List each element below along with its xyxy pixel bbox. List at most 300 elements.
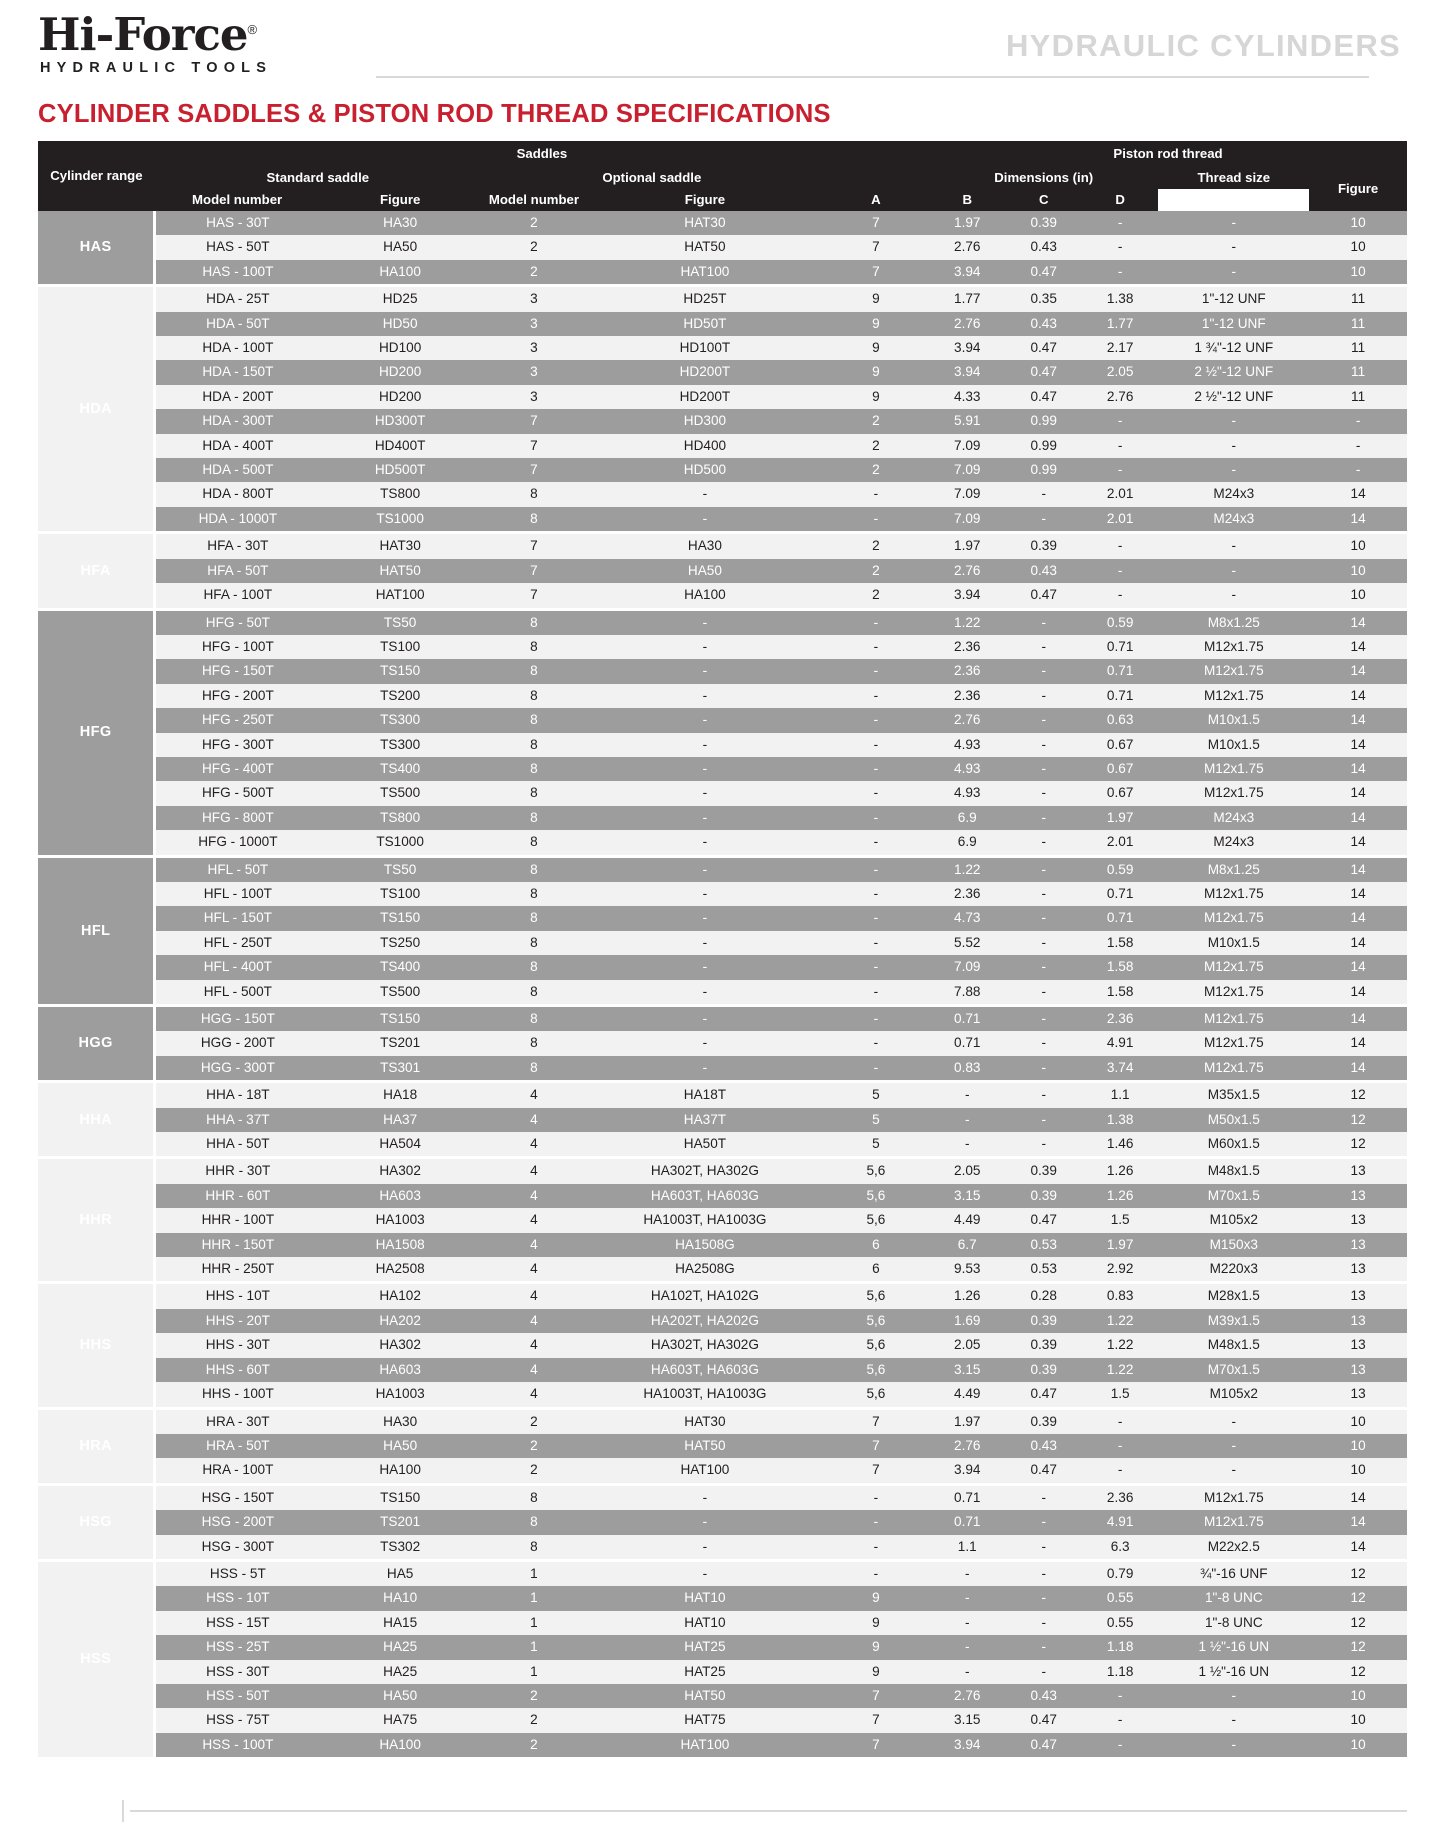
cell-dimension-c: - (1082, 1708, 1158, 1732)
cell-optional-saddle-model: - (587, 1484, 823, 1510)
logo-wordmark (38, 8, 257, 61)
cell-standard-saddle-model: TS250 (319, 931, 480, 955)
cylinder-range-cell: HDA (38, 286, 155, 533)
cell-standard-saddle-model: HA302 (319, 1333, 480, 1357)
cell-standard-saddle-figure: 8 (481, 1535, 587, 1561)
table-row (38, 1158, 1407, 1184)
cell-dimension-c: 2.76 (1082, 385, 1158, 409)
cell-dimension-a: 3.15 (929, 1358, 1005, 1382)
cell-dimension-a: 4.93 (929, 781, 1005, 805)
cell-dimension-a: 3.94 (929, 336, 1005, 360)
cell-thread-size: 2 ½"-12 UNF (1158, 385, 1309, 409)
cell-thread-figure: 10 (1309, 1708, 1407, 1732)
cell-thread-figure: 14 (1309, 482, 1407, 506)
cell-standard-saddle-model: TS150 (319, 659, 480, 683)
cell-dimension-a: 2.76 (929, 1434, 1005, 1458)
cell-optional-saddle-figure: - (823, 507, 929, 533)
table-row (38, 1560, 1407, 1586)
cell-dimension-b: 0.53 (1005, 1233, 1081, 1257)
page-header (38, 0, 1407, 82)
cell-thread-figure: 10 (1309, 559, 1407, 583)
cell-thread-size: M10x1.5 (1158, 733, 1309, 757)
cell-dimension-b: - (1005, 830, 1081, 856)
cell-thread-size: - (1158, 211, 1309, 235)
cell-standard-saddle-model: HA100 (319, 1733, 480, 1759)
cell-standard-saddle-model: HA102 (319, 1283, 480, 1309)
cell-dimension-a: 2.36 (929, 684, 1005, 708)
table-body (38, 211, 1407, 1759)
cell-dimension-a: 1.1 (929, 1535, 1005, 1561)
cell-dimension-b: - (1005, 635, 1081, 659)
header-std-figure: Figure (319, 189, 480, 211)
cell-thread-size: 1 ½"-16 UN (1158, 1635, 1309, 1659)
cell-optional-saddle-model: - (587, 1560, 823, 1586)
cell-dimension-b: 0.39 (1005, 533, 1081, 559)
table-row (38, 482, 1407, 506)
cell-thread-size: M60x1.5 (1158, 1132, 1309, 1158)
cell-standard-saddle-figure: 7 (481, 409, 587, 433)
cell-standard-saddle-figure: 8 (481, 482, 587, 506)
cell-thread-figure: 14 (1309, 980, 1407, 1006)
cell-thread-size: M48x1.5 (1158, 1333, 1309, 1357)
cell-dimension-c: 0.55 (1082, 1611, 1158, 1635)
cell-thread-size: - (1158, 409, 1309, 433)
cell-dimension-b: - (1005, 1031, 1081, 1055)
table-row (38, 1031, 1407, 1055)
cell-optional-saddle-model: - (587, 955, 823, 979)
cell-standard-saddle-figure: 4 (481, 1333, 587, 1357)
cell-thread-size: 1"-8 UNC (1158, 1611, 1309, 1635)
cell-standard-saddle-model: HA1003 (319, 1208, 480, 1232)
cell-standard-saddle-model: HA504 (319, 1132, 480, 1158)
cell-dimension-c: 0.67 (1082, 757, 1158, 781)
cell-dimension-a: 2.36 (929, 659, 1005, 683)
cell-dimension-a: - (929, 1635, 1005, 1659)
cell-optional-saddle-figure: 7 (823, 1684, 929, 1708)
cell-dimension-c: - (1082, 583, 1158, 609)
cell-optional-saddle-model: HA302T, HA302G (587, 1158, 823, 1184)
header-opt-model-number: Model number (481, 189, 587, 211)
cell-optional-saddle-figure: - (823, 635, 929, 659)
cell-optional-saddle-model: HAT25 (587, 1635, 823, 1659)
cell-thread-figure: 12 (1309, 1586, 1407, 1610)
cell-thread-size: M12x1.75 (1158, 635, 1309, 659)
cell-dimension-c: 6.3 (1082, 1535, 1158, 1561)
cell-standard-saddle-model: HA5 (319, 1560, 480, 1586)
cell-dimension-c: 0.71 (1082, 684, 1158, 708)
cell-thread-figure: 10 (1309, 583, 1407, 609)
cell-standard-saddle-figure: 8 (481, 980, 587, 1006)
cell-thread-figure: 14 (1309, 955, 1407, 979)
cell-optional-saddle-model: HA1003T, HA1003G (587, 1208, 823, 1232)
cell-standard-saddle-figure: 2 (481, 1733, 587, 1759)
cell-optional-saddle-model: HD50T (587, 312, 823, 336)
cell-optional-saddle-model: - (587, 856, 823, 882)
cell-dimension-b: - (1005, 1484, 1081, 1510)
cell-optional-saddle-model: - (587, 708, 823, 732)
cell-standard-saddle-figure: 7 (481, 583, 587, 609)
cell-standard-saddle-figure: 4 (481, 1158, 587, 1184)
cell-dimension-c: 0.63 (1082, 708, 1158, 732)
cell-optional-saddle-figure: - (823, 882, 929, 906)
cell-cylinder-model: HSS - 5T (155, 1560, 320, 1586)
cell-thread-figure: 14 (1309, 781, 1407, 805)
cell-standard-saddle-figure: 7 (481, 559, 587, 583)
cell-thread-figure: 13 (1309, 1257, 1407, 1283)
cell-thread-size: M12x1.75 (1158, 1056, 1309, 1082)
cell-standard-saddle-figure: 3 (481, 385, 587, 409)
table-head (38, 141, 1407, 211)
cell-standard-saddle-model: HA25 (319, 1660, 480, 1684)
cell-cylinder-model: HFA - 50T (155, 559, 320, 583)
cylinder-range-cell: HSG (38, 1484, 155, 1560)
cell-cylinder-model: HSG - 200T (155, 1510, 320, 1534)
cell-cylinder-model: HSS - 25T (155, 1635, 320, 1659)
cell-cylinder-model: HDA - 1000T (155, 507, 320, 533)
cell-optional-saddle-figure: 7 (823, 260, 929, 286)
cell-dimension-c: - (1082, 1408, 1158, 1434)
cell-dimension-b: 0.39 (1005, 1309, 1081, 1333)
cell-thread-figure: 11 (1309, 286, 1407, 312)
cell-optional-saddle-model: HA50T (587, 1132, 823, 1158)
cell-optional-saddle-figure: 9 (823, 1611, 929, 1635)
cell-standard-saddle-figure: 4 (481, 1184, 587, 1208)
cell-dimension-a: 3.15 (929, 1184, 1005, 1208)
cell-optional-saddle-model: HD400 (587, 434, 823, 458)
cell-thread-size: - (1158, 458, 1309, 482)
cell-dimension-a: 0.71 (929, 1510, 1005, 1534)
cell-standard-saddle-model: HD500T (319, 458, 480, 482)
cell-dimension-a: 3.94 (929, 1733, 1005, 1759)
cell-thread-size: M8x1.25 (1158, 609, 1309, 635)
cell-dimension-b: - (1005, 931, 1081, 955)
cell-standard-saddle-model: HA50 (319, 1684, 480, 1708)
cell-standard-saddle-model: HA37 (319, 1108, 480, 1132)
cell-cylinder-model: HFG - 200T (155, 684, 320, 708)
cell-standard-saddle-figure: 3 (481, 360, 587, 384)
cell-dimension-a: 2.36 (929, 882, 1005, 906)
cell-cylinder-model: HSS - 30T (155, 1660, 320, 1684)
cell-optional-saddle-figure: - (823, 1560, 929, 1586)
cell-dimension-b: 0.47 (1005, 1458, 1081, 1484)
cell-standard-saddle-figure: 8 (481, 733, 587, 757)
cell-dimension-c: 2.01 (1082, 830, 1158, 856)
cell-dimension-b: - (1005, 757, 1081, 781)
cell-standard-saddle-figure: 1 (481, 1586, 587, 1610)
cell-standard-saddle-figure: 8 (481, 906, 587, 930)
cell-optional-saddle-model: - (587, 931, 823, 955)
cell-standard-saddle-figure: 2 (481, 211, 587, 235)
footer-divider (130, 1810, 1407, 1812)
cell-standard-saddle-figure: 3 (481, 336, 587, 360)
cell-optional-saddle-figure: 9 (823, 1635, 929, 1659)
cell-optional-saddle-model: HA202T, HA202G (587, 1309, 823, 1333)
cell-cylinder-model: HHR - 150T (155, 1233, 320, 1257)
cell-thread-size: M8x1.25 (1158, 856, 1309, 882)
cell-optional-saddle-model: - (587, 1056, 823, 1082)
table-row (38, 1233, 1407, 1257)
cell-optional-saddle-model: HAT30 (587, 1408, 823, 1434)
cell-dimension-c: 2.05 (1082, 360, 1158, 384)
cell-thread-figure: 13 (1309, 1309, 1407, 1333)
cell-optional-saddle-figure: 9 (823, 1660, 929, 1684)
cell-thread-figure: 14 (1309, 507, 1407, 533)
cell-optional-saddle-figure: - (823, 482, 929, 506)
cell-thread-size: - (1158, 1408, 1309, 1434)
cell-dimension-b: - (1005, 482, 1081, 506)
cell-dimension-a: - (929, 1132, 1005, 1158)
cell-optional-saddle-figure: 9 (823, 286, 929, 312)
cell-standard-saddle-figure: 8 (481, 1031, 587, 1055)
cell-cylinder-model: HHS - 100T (155, 1382, 320, 1408)
cell-optional-saddle-model: - (587, 757, 823, 781)
cell-optional-saddle-figure: - (823, 931, 929, 955)
cell-cylinder-model: HFL - 100T (155, 882, 320, 906)
cell-dimension-a: 2.76 (929, 1684, 1005, 1708)
cell-optional-saddle-model: HD300 (587, 409, 823, 433)
cell-thread-size: M12x1.75 (1158, 1484, 1309, 1510)
cell-thread-figure: 13 (1309, 1382, 1407, 1408)
cell-optional-saddle-figure: 5,6 (823, 1184, 929, 1208)
cell-optional-saddle-model: - (587, 482, 823, 506)
cell-optional-saddle-model: - (587, 659, 823, 683)
table-row (38, 955, 1407, 979)
cell-dimension-b: - (1005, 1108, 1081, 1132)
table-row (38, 286, 1407, 312)
cell-standard-saddle-model: HD25 (319, 286, 480, 312)
cell-standard-saddle-model: HA30 (319, 1408, 480, 1434)
header-standard-saddle: Standard saddle (155, 167, 481, 189)
cell-dimension-b: 0.39 (1005, 1184, 1081, 1208)
cell-standard-saddle-model: HA50 (319, 1434, 480, 1458)
cell-dimension-c: 1.46 (1082, 1132, 1158, 1158)
cell-thread-size: M24x3 (1158, 830, 1309, 856)
header-dim-a: A (823, 189, 929, 211)
cell-thread-figure: 14 (1309, 733, 1407, 757)
cell-standard-saddle-figure: 2 (481, 260, 587, 286)
cell-thread-size: M10x1.5 (1158, 708, 1309, 732)
cell-optional-saddle-figure: - (823, 684, 929, 708)
cell-standard-saddle-model: HA50 (319, 235, 480, 259)
cell-thread-figure: - (1309, 458, 1407, 482)
cell-optional-saddle-figure: 5,6 (823, 1309, 929, 1333)
cell-optional-saddle-model: HD500 (587, 458, 823, 482)
cell-dimension-a: 1.22 (929, 856, 1005, 882)
cell-dimension-a: - (929, 1660, 1005, 1684)
cell-dimension-c: - (1082, 1733, 1158, 1759)
cell-dimension-a: 2.76 (929, 235, 1005, 259)
cell-dimension-a: 2.05 (929, 1333, 1005, 1357)
cell-dimension-a: - (929, 1611, 1005, 1635)
cylinder-range-cell: HGG (38, 1006, 155, 1082)
cell-optional-saddle-figure: - (823, 781, 929, 805)
cell-dimension-a: 2.76 (929, 708, 1005, 732)
cell-optional-saddle-model: HAT100 (587, 1733, 823, 1759)
cell-cylinder-model: HFA - 100T (155, 583, 320, 609)
cell-cylinder-model: HAS - 100T (155, 260, 320, 286)
cell-thread-size: 1 ½"-16 UN (1158, 1660, 1309, 1684)
cell-dimension-c: 1.18 (1082, 1660, 1158, 1684)
cell-thread-figure: 11 (1309, 360, 1407, 384)
cell-thread-figure: 10 (1309, 1434, 1407, 1458)
cell-optional-saddle-figure: - (823, 1031, 929, 1055)
cell-optional-saddle-model: - (587, 1006, 823, 1032)
cell-thread-figure: 14 (1309, 1006, 1407, 1032)
cell-dimension-b: 0.47 (1005, 385, 1081, 409)
cell-standard-saddle-figure: 2 (481, 1434, 587, 1458)
header-cylinder-range: Cylinder range (38, 141, 155, 211)
cell-thread-figure: 14 (1309, 1484, 1407, 1510)
cell-optional-saddle-figure: 2 (823, 533, 929, 559)
cell-dimension-b: 0.47 (1005, 336, 1081, 360)
cell-dimension-c: 3.74 (1082, 1056, 1158, 1082)
cell-cylinder-model: HHR - 30T (155, 1158, 320, 1184)
cell-cylinder-model: HAS - 50T (155, 235, 320, 259)
table-row (38, 980, 1407, 1006)
cell-dimension-b: - (1005, 781, 1081, 805)
cell-thread-figure: 10 (1309, 211, 1407, 235)
table-row (38, 1382, 1407, 1408)
cell-thread-figure: 12 (1309, 1108, 1407, 1132)
cell-thread-figure: 10 (1309, 1684, 1407, 1708)
cell-optional-saddle-model: - (587, 882, 823, 906)
cell-dimension-c: 0.59 (1082, 609, 1158, 635)
cell-standard-saddle-figure: 7 (481, 434, 587, 458)
cell-dimension-c: - (1082, 1458, 1158, 1484)
cell-dimension-a: 0.83 (929, 1056, 1005, 1082)
cell-dimension-a: 1.22 (929, 609, 1005, 635)
cell-thread-size: M220x3 (1158, 1257, 1309, 1283)
cell-dimension-c: 0.59 (1082, 856, 1158, 882)
cell-thread-size: ¾"-16 UNF (1158, 1560, 1309, 1586)
cell-dimension-c: 1.38 (1082, 286, 1158, 312)
cell-standard-saddle-model: HA10 (319, 1586, 480, 1610)
cell-optional-saddle-model: HAT50 (587, 1434, 823, 1458)
cell-thread-size: M12x1.75 (1158, 882, 1309, 906)
cell-cylinder-model: HHR - 250T (155, 1257, 320, 1283)
cell-dimension-b: - (1005, 1056, 1081, 1082)
table-row (38, 312, 1407, 336)
cell-optional-saddle-figure: - (823, 1510, 929, 1534)
cell-thread-figure: 13 (1309, 1208, 1407, 1232)
cell-dimension-a: 3.94 (929, 260, 1005, 286)
cell-dimension-b: 0.47 (1005, 360, 1081, 384)
header-piston-rod-thread: Piston rod thread (929, 141, 1407, 167)
cell-standard-saddle-figure: 4 (481, 1082, 587, 1108)
cell-optional-saddle-figure: 9 (823, 1586, 929, 1610)
cell-cylinder-model: HSG - 300T (155, 1535, 320, 1561)
cell-dimension-b: 0.47 (1005, 1208, 1081, 1232)
cell-dimension-a: 0.71 (929, 1484, 1005, 1510)
cell-cylinder-model: HFG - 400T (155, 757, 320, 781)
cell-dimension-b: 0.43 (1005, 235, 1081, 259)
cell-optional-saddle-figure: 7 (823, 1708, 929, 1732)
cell-optional-saddle-figure: 7 (823, 1733, 929, 1759)
table-row (38, 1635, 1407, 1659)
cell-dimension-b: - (1005, 684, 1081, 708)
cell-dimension-b: 0.39 (1005, 1333, 1081, 1357)
cell-thread-size: - (1158, 434, 1309, 458)
cell-thread-figure: 14 (1309, 1510, 1407, 1534)
cell-thread-figure: 12 (1309, 1635, 1407, 1659)
cell-thread-figure: 14 (1309, 1031, 1407, 1055)
table-row (38, 559, 1407, 583)
cell-standard-saddle-figure: 8 (481, 1484, 587, 1510)
cell-cylinder-model: HSS - 50T (155, 1684, 320, 1708)
cell-standard-saddle-model: TS300 (319, 733, 480, 757)
cell-dimension-c: 1.5 (1082, 1208, 1158, 1232)
cell-cylinder-model: HDA - 100T (155, 336, 320, 360)
cell-dimension-b: - (1005, 609, 1081, 635)
cell-optional-saddle-model: HAT100 (587, 1458, 823, 1484)
cell-dimension-c: 0.83 (1082, 1283, 1158, 1309)
cell-cylinder-model: HHS - 20T (155, 1309, 320, 1333)
table-row (38, 211, 1407, 235)
cell-standard-saddle-model: HA15 (319, 1611, 480, 1635)
cell-optional-saddle-model: HA37T (587, 1108, 823, 1132)
cell-standard-saddle-model: TS150 (319, 1006, 480, 1032)
cell-dimension-b: - (1005, 856, 1081, 882)
cell-dimension-c: 1.18 (1082, 1635, 1158, 1659)
cell-cylinder-model: HGG - 300T (155, 1056, 320, 1082)
cell-standard-saddle-figure: 8 (481, 659, 587, 683)
cell-thread-figure: 10 (1309, 1458, 1407, 1484)
cell-dimension-a: 4.33 (929, 385, 1005, 409)
cell-optional-saddle-model: HAT25 (587, 1660, 823, 1684)
cell-thread-figure: 13 (1309, 1184, 1407, 1208)
cell-thread-size: M39x1.5 (1158, 1309, 1309, 1333)
cell-dimension-a: - (929, 1560, 1005, 1586)
table-row (38, 533, 1407, 559)
cell-thread-figure: 14 (1309, 659, 1407, 683)
cell-dimension-c: - (1082, 559, 1158, 583)
cell-thread-size: 1 ¾"-12 UNF (1158, 336, 1309, 360)
table-row (38, 385, 1407, 409)
cell-optional-saddle-figure: 2 (823, 559, 929, 583)
cell-optional-saddle-figure: 9 (823, 360, 929, 384)
cell-dimension-b: - (1005, 1132, 1081, 1158)
cell-standard-saddle-figure: 1 (481, 1611, 587, 1635)
cell-dimension-a: 1.26 (929, 1283, 1005, 1309)
cell-standard-saddle-model: HA202 (319, 1309, 480, 1333)
cell-optional-saddle-model: - (587, 1510, 823, 1534)
cell-thread-size: M12x1.75 (1158, 980, 1309, 1006)
cell-standard-saddle-model: TS200 (319, 684, 480, 708)
cell-standard-saddle-figure: 4 (481, 1283, 587, 1309)
cell-thread-size: M10x1.5 (1158, 931, 1309, 955)
cell-standard-saddle-figure: 3 (481, 286, 587, 312)
cylinder-range-cell: HFA (38, 533, 155, 609)
table-row (38, 757, 1407, 781)
cell-optional-saddle-figure: - (823, 659, 929, 683)
cell-optional-saddle-model: HA2508G (587, 1257, 823, 1283)
cell-thread-size: M24x3 (1158, 806, 1309, 830)
table-header-row-1 (38, 141, 1407, 167)
cell-thread-size: M70x1.5 (1158, 1358, 1309, 1382)
cell-dimension-c: 1.22 (1082, 1309, 1158, 1333)
cell-dimension-c: 1.97 (1082, 1233, 1158, 1257)
cell-dimension-c: 2.36 (1082, 1484, 1158, 1510)
cell-optional-saddle-figure: 7 (823, 1458, 929, 1484)
cell-thread-size: M22x2.5 (1158, 1535, 1309, 1561)
cell-optional-saddle-model: HAT75 (587, 1708, 823, 1732)
cell-thread-size: - (1158, 1434, 1309, 1458)
cell-cylinder-model: HFG - 1000T (155, 830, 320, 856)
cell-dimension-b: 0.43 (1005, 559, 1081, 583)
cell-thread-figure: 14 (1309, 830, 1407, 856)
cell-dimension-a: 2.76 (929, 312, 1005, 336)
cell-dimension-b: - (1005, 980, 1081, 1006)
